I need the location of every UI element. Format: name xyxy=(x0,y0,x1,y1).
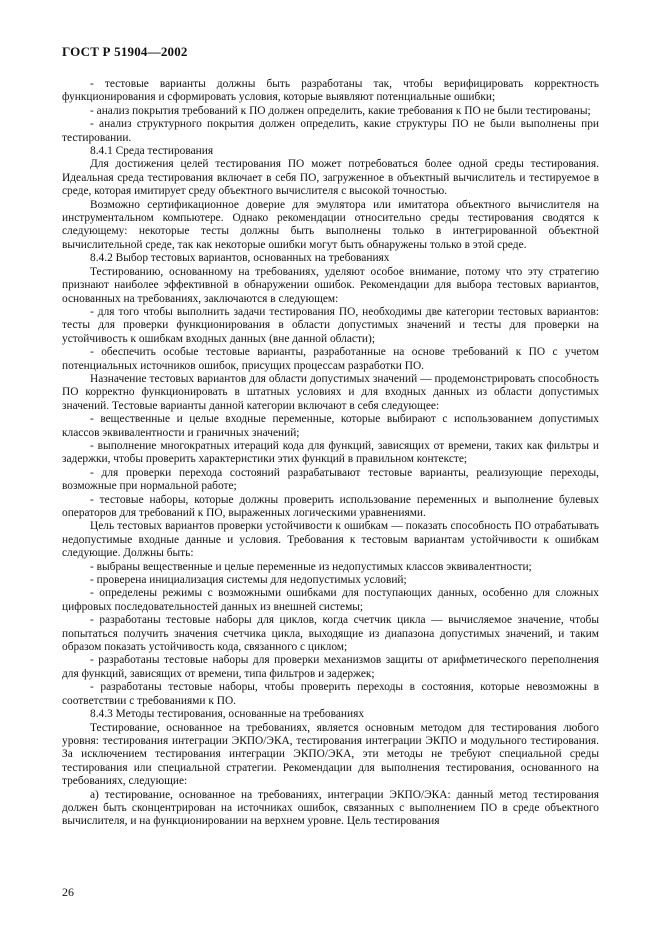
paragraph: Тестированию, основанному на требованиях, уделяют особое внимание, потому что эту стратегию признают наиболее эффективной в обнаружении ошибок. Рекомендации для выбора тестовых вариантов, основанных на требованиях, заключаются в следующем: xyxy=(62,265,599,305)
paragraph: - для проверки перехода состояний разрабатывают тестовые варианты, реализующие переходы, возможные при нормальной работе; xyxy=(62,466,599,493)
section-heading: 8.4.1 Среда тестирования xyxy=(90,145,214,158)
body-text xyxy=(62,78,599,829)
paragraph: - разработаны тестовые наборы для циклов, когда счетчик цикла — вычисляемое значение, чтобы попытаться получить значения счетчика цикла, выходящие из диапазона допустимых значений, и таким образом показать устойчивость кода, связанного с циклом; xyxy=(62,614,599,654)
page-header: ГОСТ Р 51904—2002 xyxy=(62,44,188,59)
section-heading: 8.4.2 Выбор тестовых вариантов, основанных на требованиях xyxy=(90,252,390,265)
paragraph: - выполнение многократных итераций кода для функций, зависящих от времени, таких как фильтры и задержки, чтобы проверить характеристики этих функций в правильном контексте; xyxy=(62,439,599,466)
paragraph: - определены режимы с возможными ошибками для поступающих данных, особенно для сложных цифровых последовательностей данных из внешней системы; xyxy=(62,587,599,613)
section-heading: 8.4.3 Методы тестирования, основанные на требованиях xyxy=(90,708,365,721)
paragraph: - обеспечить особые тестовые варианты, разработанные на основе требований к ПО с учетом потенциальных источников ошибок, присущих процессам разработки ПО. xyxy=(62,346,599,372)
paragraph: а) тестирование, основанное на требованиях, интеграции ЭКПО/ЭКА: данный метод тестирования должен быть сконцентрирован на источниках ошибок, связанных с выполнением ПО в среде объектного вычислителя, и на функционировании на верхнем уровне. Цель тестирования xyxy=(62,788,599,828)
paragraph: - разработаны тестовые наборы для проверки механизмов защиты от арифметического переполнения для функций, зависящих от времени, типа фильтров и задержек; xyxy=(62,654,599,680)
paragraph: - разработаны тестовые наборы, чтобы проверить переходы в состояния, которые невозможны в соответствии с требованиями к ПО. xyxy=(62,681,599,707)
paragraph: - вещественные и целые входные переменные, которые выбирают с использованием допустимых классов эквивалентности и граничных значений; xyxy=(62,413,599,439)
paragraph: Назначение тестовых вариантов для области допустимых значений — продемонстрировать способность ПО корректно функционировать в штатных условиях и для входных данных из области допустимых значений. Тестовые варианты данной категории включают в себя следующее: xyxy=(62,372,599,412)
paragraph: - проверена инициализация системы для недопустимых условий; xyxy=(90,574,407,587)
paragraph: - анализ структурного покрытия должен определить, какие структуры ПО не были выполнены при тестировании. xyxy=(62,118,599,144)
paragraph: - анализ покрытия требований к ПО должен определить, какие требования к ПО не были тестированы; xyxy=(90,104,591,117)
page-number: 26 xyxy=(62,885,74,899)
paragraph: - выбраны вещественные и целые переменные из недопустимых классов эквивалентности; xyxy=(90,560,532,573)
paragraph: Возможно сертификационное доверие для эмулятора или имитатора объектного вычислителя на инструментальном компьютере. Однако рекомендации относительно среды тестирования сводятся к следующему: некоторые тесты должны быть выполнены только в интегрированной объектной вычислительной среде, так как некоторые ошибки могут быть обнаружены только в этой среде. xyxy=(62,198,599,251)
paragraph: Тестирование, основанное на требованиях, является основным методом для тестирования любого уровня: тестирования интеграции ЭКПО/ЭКА, тестирования интеграции ЭКПО и модульного тестирования. За исключением тестирования интеграции ЭКПО/ЭКА, эти методы не требуют специальной среды тестирования или специальной стратегии. Рекомендации для выполнения тестирования, основанного на требованиях, следующие: xyxy=(62,721,599,788)
paragraph: Цель тестовых вариантов проверки устойчивости к ошибкам — показать способность ПО отрабатывать недопустимые входные данные и условия. Требования к тестовым вариантам устойчивости к ошибкам следующие. Должны быть: xyxy=(62,520,599,560)
paragraph: Для достижения целей тестирования ПО может потребоваться более одной среды тестирования. Идеальная среда тестирования включает в себя ПО, загруженное в объектный вычислитель и тестируемое в среде, которая имитирует среду объектного вычислителя с высокой точностью. xyxy=(62,158,599,198)
paragraph: - тестовые наборы, которые должны проверить использование переменных и выполнение булевых операторов для требований к ПО, выраженных логическими уравнениями. xyxy=(62,493,599,519)
paragraph: - тестовые варианты должны быть разработаны так, чтобы верифицировать корректность функционирования и сформировать условия, которые выявляют потенциальные ошибки; xyxy=(62,78,599,104)
paragraph: - для того чтобы выполнить задачи тестирования ПО, необходимы две категории тестовых вариантов: тесты для проверки функционирования в области допустимых значений и тесты для проверки на устойчивость к ошибкам входных данных (вне данной области); xyxy=(62,305,599,345)
